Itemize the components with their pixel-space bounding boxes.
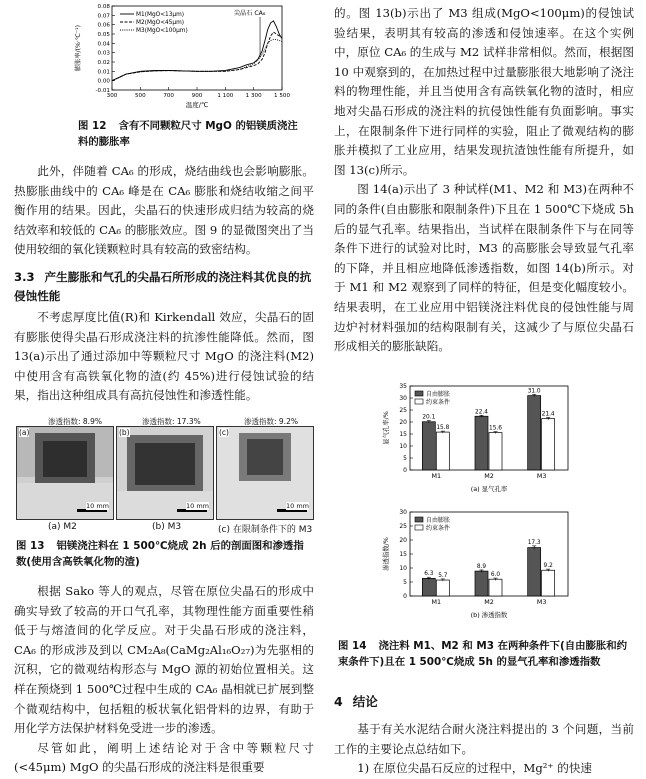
- fig13-scale-a: 10 mm: [85, 502, 109, 510]
- left-text-block-2: [14, 308, 314, 406]
- fig12-x-tick-label: 300: [106, 93, 118, 99]
- fig14-caption: [338, 638, 630, 670]
- fig14a-bar: [422, 422, 435, 470]
- fig13-panel-index-b: (b): [119, 428, 130, 437]
- fig12-annotation: 尖晶石 CA₆: [233, 10, 266, 17]
- fig12-caption: [78, 118, 298, 150]
- fig14b-legend-entry: 约束条件: [426, 525, 451, 532]
- fig12-plot-frame: [112, 6, 282, 90]
- fig12-caption-text: 含有不同颗粒尺寸 MgO 的铝镁质浇注料的膨胀率: [78, 120, 298, 148]
- fig14a-y-tick-label: 30: [399, 395, 407, 402]
- fig14a-chart: [370, 382, 580, 504]
- section-number: 3.3: [14, 270, 35, 284]
- fig12-x-tick-label: 900: [191, 93, 203, 99]
- fig14b-bar: [542, 570, 555, 596]
- fig14a-data-label: 15.6: [489, 425, 502, 432]
- fig14-caption-num: 图 14: [338, 640, 367, 652]
- fig12-y-tick-label: 0.07: [97, 13, 110, 20]
- fig14b-data-label: 6.0: [490, 572, 501, 579]
- fig13-panel-index-a: (a): [19, 428, 30, 437]
- section-number: 4: [334, 694, 343, 709]
- right-text-block-1: [334, 4, 634, 357]
- fig13-penetration-c: 渗透指数: 9.2%: [244, 417, 298, 426]
- fig14b-bar: [528, 548, 541, 596]
- fig14b-data-label: 9.2: [543, 563, 553, 570]
- left-text-block-1: [14, 162, 314, 260]
- fig13-penetration-b: 渗透指数: 17.3%: [142, 417, 201, 426]
- left-text-block-3: [14, 582, 314, 778]
- fig14b-y-tick-label: 15: [399, 551, 407, 558]
- fig12-x-tick-label: 1 500: [273, 93, 291, 99]
- fig14b-chart: [370, 508, 580, 630]
- fig14a-y-axis-label: 显气孔率/%: [382, 411, 390, 445]
- fig14a-y-tick-label: 5: [403, 455, 407, 462]
- fig14a-y-tick-label: 10: [399, 443, 407, 450]
- fig14b-category-label: M2: [484, 598, 494, 606]
- fig14b-bar: [422, 578, 435, 596]
- fig14b-data-label: 8.9: [476, 563, 487, 570]
- fig14b-legend-swatch: [415, 525, 423, 530]
- section-title: 结论: [352, 694, 378, 709]
- fig14b-y-tick-label: 30: [399, 509, 407, 516]
- fig14b-category-label: M3: [536, 598, 547, 606]
- fig14b-category-label: M1: [431, 598, 442, 606]
- fig14a-data-label: 31.0: [527, 388, 541, 395]
- fig12-y-tick-label: 0.03: [97, 50, 110, 57]
- fig14a-legend-entry: 自由膨胀: [426, 391, 451, 398]
- paragraph: 1) 在原位尖晶石反应的过程中，Mg²⁺ 的快速: [357, 761, 593, 776]
- fig13-label-b: (b) M3: [152, 522, 182, 532]
- fig13-photo-b: [116, 426, 214, 520]
- fig13-scale-c: 10 mm: [285, 502, 309, 510]
- fig13-label-c: (c) 在限制条件下的 M3: [218, 525, 313, 535]
- paragraph: 基于有关水泥结合耐火浇注料提出的 3 个问题，当前工作的主要论点总结如下。: [334, 722, 634, 756]
- fig12-x-axis-label: 温度/℃: [185, 101, 209, 109]
- fig12-y-tick-label: 0.01: [97, 69, 110, 76]
- fig12-y-tick-label: -0.01: [95, 88, 110, 94]
- fig14b-y-tick-label: 5: [403, 579, 407, 586]
- fig13-caption-text: 铝镁浇注料在 1 500℃烧成 2h 后的剖面图和渗透指数(使用含高铁氧化物的渣): [16, 540, 304, 568]
- fig12-x-tick-label: 1 100: [217, 93, 234, 99]
- fig14a-bar: [528, 396, 541, 470]
- fig13-penetration-a: 渗透指数: 8.9%: [48, 417, 102, 426]
- fig14a-data-label: 15.8: [436, 425, 450, 432]
- fig14b-subcaption: (b) 渗透指数: [470, 611, 508, 619]
- fig14b-bar: [436, 580, 449, 596]
- fig14-caption-text: 浇注料 M1、M2 和 M3 在两种条件下(自由膨胀和约束条件下)且在 1 500℃烧成 5h 的显气孔率和渗透指数: [338, 640, 628, 668]
- fig14a-data-label: 20.1: [422, 414, 436, 421]
- fig12-y-tick-label: 0.08: [97, 4, 110, 10]
- fig13-label-a: (a) M2: [48, 522, 77, 532]
- fig12-legend-entry: M1(MgO<13μm): [136, 12, 185, 18]
- fig14a-legend-swatch: [415, 391, 423, 396]
- fig13-panel-index-c: (c): [219, 428, 229, 437]
- section-4-heading: [334, 692, 634, 711]
- fig14a-bar: [475, 416, 488, 470]
- fig14a-y-tick-label: 25: [399, 407, 407, 414]
- fig12-y-tick-label: 0.04: [97, 41, 110, 48]
- fig14a-data-label: 22.4: [475, 409, 488, 416]
- fig13-photo-a: [16, 426, 114, 520]
- fig14b-y-tick-label: 10: [399, 565, 407, 572]
- fig12-y-tick-label: 0.05: [97, 32, 110, 38]
- fig14a-y-tick-label: 35: [399, 383, 407, 390]
- section-3-3-heading: [14, 268, 314, 306]
- fig12-x-tick-label: 1 300: [245, 93, 262, 99]
- fig13-photo-c: [216, 426, 314, 520]
- fig14a-category-label: M2: [484, 472, 494, 480]
- fig14b-y-axis-label: 渗透指数/%: [382, 537, 390, 571]
- fig14b-y-tick-label: 0: [403, 593, 407, 600]
- fig12-series-line-2: [112, 32, 282, 81]
- fig14a-bar: [436, 432, 449, 470]
- fig13-scale-b: 10 mm: [185, 502, 209, 510]
- fig14b-y-tick-label: 25: [399, 523, 407, 530]
- fig14b-bar: [489, 579, 502, 596]
- fig14a-subcaption: (a) 显气孔率: [470, 485, 508, 493]
- fig12-y-tick-label: 0.00: [97, 78, 110, 85]
- fig12-legend-entry: M3(MgO<100μm): [136, 28, 188, 34]
- fig14b-legend-entry: 自由膨胀: [426, 517, 451, 524]
- paragraph: 根据 Sako 等人的观点，尽管在原位尖晶石的形成中确实导致了较高的开口气孔率，其物理性能方面重要性稍低于与熔渣间的化学反应。对于尖晶石形成的浇注料，CA₆ 的形成涉及到以 CM₂A₈(CaMg₂Al₁₆O₂₇)为先驱相的沉积，它的微观结构形态与 MgO 源的初始位置相关。这样在预烧到 1 500℃过程中生成的 CA₆ 晶相就已扩展到整个微观结构中，包括粗的板状氧化铝骨料的边界，有助于用化学方法保护材料免受进一步的渗透。: [14, 584, 314, 736]
- fig14a-category-label: M3: [536, 472, 547, 480]
- fig12-legend-entry: M2(MgO<45μm): [136, 20, 185, 26]
- paragraph: 图 14(a)示出了 3 种试样(M1、M2 和 M3)在两种不同的条件(自由膨胀和限制条件)下且在 1 500℃下烧成 5h 后的显气孔率。结果指出，当试样在限制条件下与在同等条件下进行的试验对比时，M3 的高膨胀会导致显气孔率的下降，并且相应地降低渗透指数，如图 14(b)所示。对于 M1 和 M2 观察到了同样的特征，但是变化幅度较小。结果表明，在工业应用中铝镁浇注料优良的侵蚀性能与周边炉衬材料强加的结构限制有关，这减少了与原位尖晶石形成相关的膨胀缺陷。: [334, 182, 634, 354]
- fig12-y-tick-label: 0.06: [97, 22, 110, 29]
- fig14b-y-tick-label: 20: [399, 537, 407, 544]
- fig14b-data-label: 5.7: [438, 572, 448, 579]
- fig12-y-tick-label: 0.02: [97, 60, 110, 66]
- fig14b-data-label: 17.3: [527, 539, 541, 546]
- fig14a-y-tick-label: 0: [403, 467, 407, 474]
- fig14a-y-tick-label: 20: [399, 419, 407, 426]
- fig12-chart: [72, 2, 291, 112]
- fig14a-legend-swatch: [415, 399, 423, 404]
- fig14b-legend-swatch: [415, 517, 423, 522]
- fig12-caption-num: 图 12: [78, 120, 107, 132]
- fig14b-bar: [475, 571, 488, 596]
- fig12-x-tick-label: 500: [134, 93, 146, 99]
- paragraph: 此外，伴随着 CA₆ 的形成，烧结曲线也会影响膨胀。热膨胀曲线中的 CA₆ 峰是在 CA₆ 膨胀和烧结收缩之间平衡作用的结果。因此，尖晶石的快速形成归结为较高的烧结效率和较低的 CA₆ 的膨胀效应。图 9 的显微图突出了当使用较细的氧化镁颗粒时具有较高的致密结构。: [14, 164, 314, 257]
- fig13-caption: [16, 538, 308, 570]
- paragraph: 尽管如此，阐明上述结论对于含中等颗粒尺寸(<45μm) MgO 的尖晶石形成的浇注料是很重要: [14, 740, 314, 775]
- fig14b-data-label: 6.3: [424, 571, 434, 578]
- fig12-x-tick-label: 700: [163, 93, 175, 99]
- paragraph: 不考虑厚度比值(R)和 Kirkendall 效应，尖晶石的固有膨胀使得尖晶石形成浇注料的抗渗性能降低。然而，图 13(a)示出了通过添加中等颗粒尺寸 MgO 的浇注料(M2)中使用含有高铁氧化物的渣(约 45%)进行侵蚀试验的结果，指出这种组成具有高抗侵蚀性和渗透性能。: [14, 310, 314, 403]
- section-title: 产生膨胀和气孔的尖晶石所形成的浇注料其优良的抗侵蚀性能: [14, 270, 312, 303]
- fig14a-y-tick-label: 15: [399, 431, 407, 438]
- fig14a-bar: [542, 419, 555, 470]
- fig14a-legend-entry: 约束条件: [426, 399, 451, 406]
- fig14a-data-label: 21.4: [541, 411, 555, 418]
- fig12-y-axis-label: 膨胀率/(%·℃⁻¹): [75, 24, 82, 72]
- right-text-block-2: [334, 720, 634, 779]
- fig13-caption-num: 图 13: [16, 540, 45, 552]
- paragraph: 的。图 13(b)示出了 M3 组成(MgO<100μm)的侵蚀试验结果，表明其有较高的渗透和侵蚀速率。在这个实例中，原位 CA₆ 的生成与 M2 试样非常相似。然而，根据图 10 中观察到的，在加热过程中过量膨胀很大地影响了浇注料的物理性能，并且当使用含有高铁氧化物的渣时，相应地对尖晶石形成的浇注料的抗侵蚀性能有负面影响。事实上，在限制条件下进行同样的实验，阻止了微观结构的膨胀并模拟了工业应用，结果发现抗渣蚀性能有所提升，如图 13(c)所示。: [334, 6, 634, 177]
- fig14a-bar: [489, 433, 502, 470]
- fig14a-category-label: M1: [431, 472, 442, 480]
